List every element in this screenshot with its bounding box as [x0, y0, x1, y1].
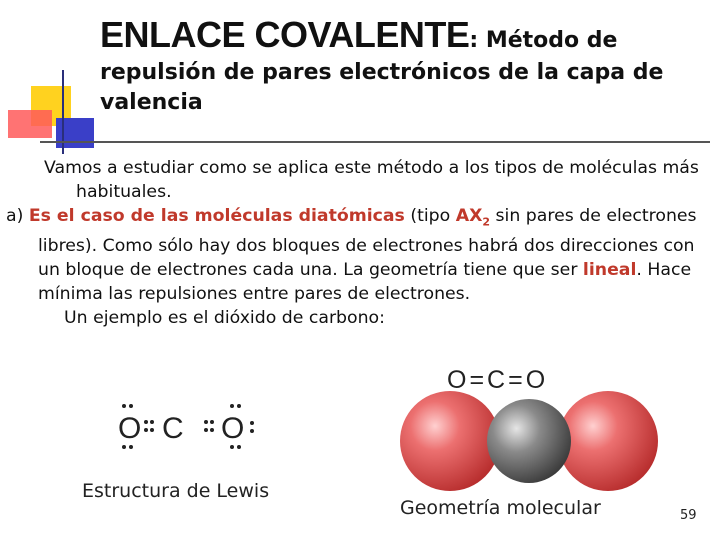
intro-text: Vamos a estudiar como se aplica este método a los tipos de moléculas más habituales. — [44, 158, 699, 202]
page-number: 59 — [680, 508, 697, 523]
case-a-subscript: 2 — [482, 215, 491, 229]
example-text: Un ejemplo es el dióxido de carbono: — [64, 308, 385, 329]
case-a-highlight: Es el caso de las moléculas diatómicas — [28, 206, 405, 226]
case-a-prefix: a) — [6, 206, 29, 226]
intro-paragraph — [44, 156, 712, 204]
molecule-model — [398, 385, 660, 497]
title-main: ENLACE COVALENTE — [100, 14, 470, 55]
slide-body — [6, 156, 712, 330]
title-sub-line2: repulsión de pares electrónicos de la capa de valencia — [100, 60, 664, 115]
example-paragraph — [44, 306, 712, 330]
lewis-atom-o1: O — [118, 412, 142, 445]
title-divider — [40, 141, 710, 143]
lewis-atom-c: C — [162, 412, 184, 445]
lewis-structure-diagram — [118, 400, 268, 454]
slide-title — [100, 14, 700, 118]
case-a-end: . Hace mínima las repulsiones entre pares de electrones. — [38, 260, 692, 305]
oxygen-atom-left — [400, 391, 500, 491]
lewis-caption: Estructura de Lewis — [82, 480, 270, 502]
case-a-lineal: lineal — [582, 260, 637, 281]
structural-formula: O=C=O — [447, 366, 549, 394]
decor-red-square — [8, 110, 52, 138]
title-sub-line1: : Método de — [469, 28, 618, 53]
oxygen-atom-right — [558, 391, 658, 491]
case-a-tipo: (tipo — [404, 206, 456, 226]
lewis-atom-o2: O — [221, 412, 245, 445]
carbon-atom — [487, 399, 571, 483]
case-a-rest: sin pares de electrones libres). Como sólo hay dos bloques de electrones habrá dos direcciones con un bloque de electrones cada una. La geometría tiene que ser — [38, 206, 697, 281]
case-a-formula: AX — [455, 206, 483, 226]
case-a-paragraph — [6, 204, 712, 306]
geometry-caption: Geometría molecular — [400, 497, 601, 519]
